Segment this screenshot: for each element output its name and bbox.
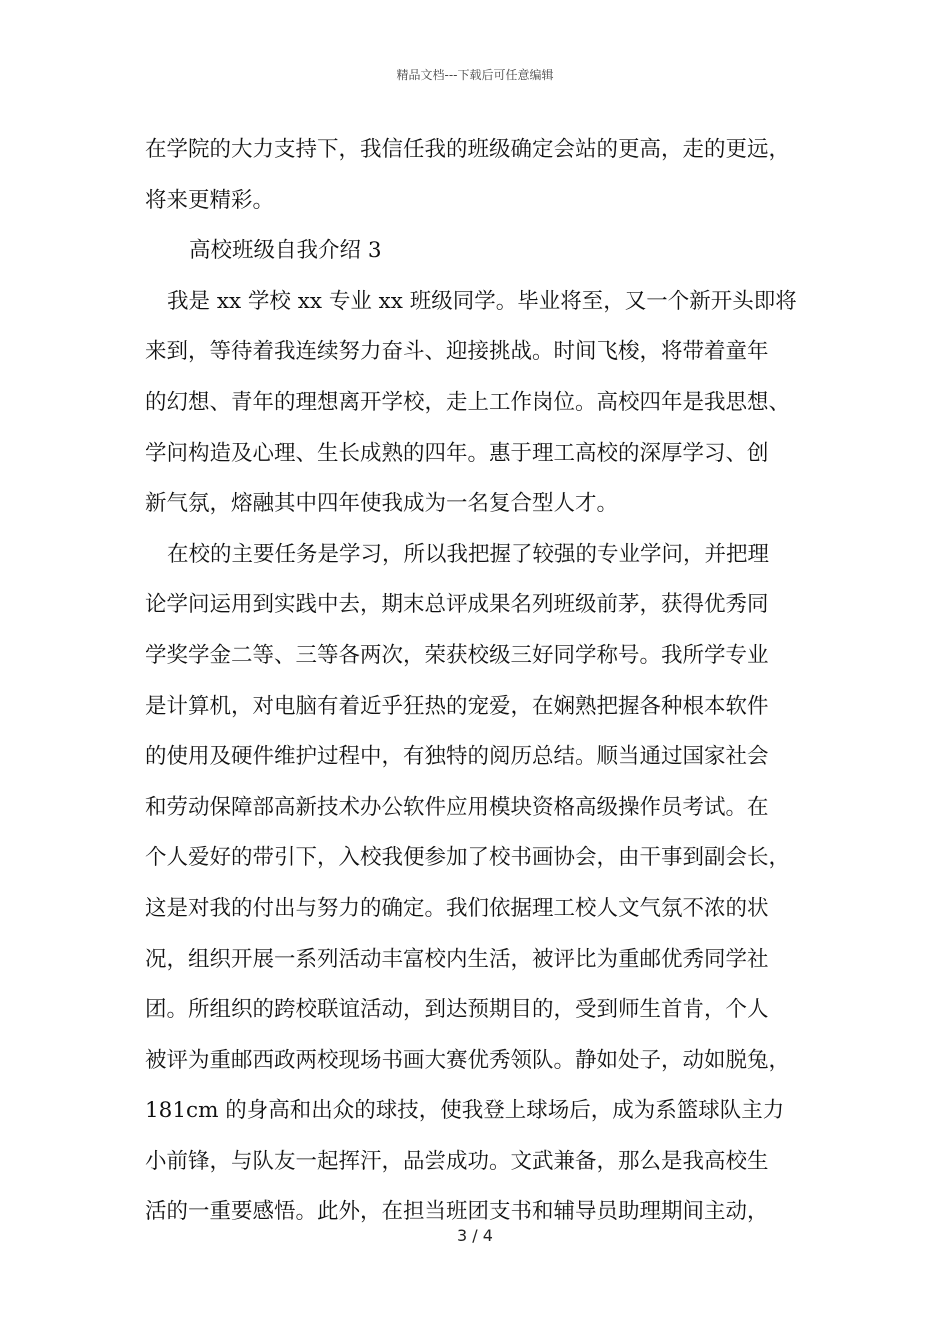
body-line: 181cm 的身高和出众的球技，使我登上球场后，成为系篮球队主力 <box>145 1098 785 1124</box>
body-line: 被评为重邮西政两校现场书画大赛优秀领队。静如处子，动如脱兔， <box>145 1047 791 1073</box>
body-line: 学奖学金二等、三等各两次，荣获校级三好同学称号。我所学专业 <box>145 642 769 668</box>
body-line: 况，组织开展一系列活动丰富校内生活，被评比为重邮优秀同学社 <box>145 946 769 972</box>
page-header: 精品文档---下载后可任意编辑 <box>396 68 554 82</box>
section-heading: 高校班级自我介绍 3 <box>189 238 382 264</box>
body-line: 这是对我的付出与努力的确定。我们依据理工校人文气氛不浓的状 <box>145 895 769 921</box>
body-line: 论学问运用到实践中去，期末总评成果名列班级前茅，获得优秀同 <box>145 592 769 618</box>
body-line: 团。所组织的跨校联谊活动，到达预期目的，受到师生首肯，个人 <box>145 997 769 1023</box>
body-line: 的幻想、青年的理想离开学校，走上工作岗位。高校四年是我思想、 <box>145 389 791 415</box>
body-line: 在学院的大力支持下，我信任我的班级确定会站的更高，走的更远， <box>145 137 791 162</box>
body-line: 小前锋，与队友一起挥汗，品尝成功。文武兼备，那么是我高校生 <box>145 1148 769 1174</box>
body-line: 活的一重要感悟。此外，在担当班团支书和辅导员助理期间主动， <box>145 1199 769 1225</box>
paragraph-start-line: 在校的主要任务是学习，所以我把握了较强的专业学问，并把理 <box>167 541 770 567</box>
body-line: 和劳动保障部高新技术办公软件应用模块资格高级操作员考试。在 <box>145 794 769 820</box>
body-line: 个人爱好的带引下，入校我便参加了校书画协会，由干事到副会长， <box>145 845 791 871</box>
page-number: 3 / 4 <box>457 1226 493 1245</box>
body-line: 新气氛，熔融其中四年使我成为一名复合型人才。 <box>145 491 619 517</box>
body-line: 是计算机，对电脑有着近乎狂热的宠爱，在娴熟把握各种根本软件 <box>145 693 769 719</box>
body-line: 来到，等待着我连续努力奋斗、迎接挑战。时间飞梭，将带着童年 <box>145 339 769 365</box>
body-line: 的使用及硬件维护过程中，有独特的阅历总结。顺当通过国家社会 <box>145 744 769 770</box>
paragraph-start-line: 我是 xx 学校 xx 专业 xx 班级同学。毕业将至，又一个新开头即将 <box>167 288 797 314</box>
body-line: 学问构造及心理、生长成熟的四年。惠于理工高校的深厚学习、创 <box>145 440 769 466</box>
body-line: 将来更精彩。 <box>145 187 275 213</box>
document-body <box>145 125 815 1238</box>
